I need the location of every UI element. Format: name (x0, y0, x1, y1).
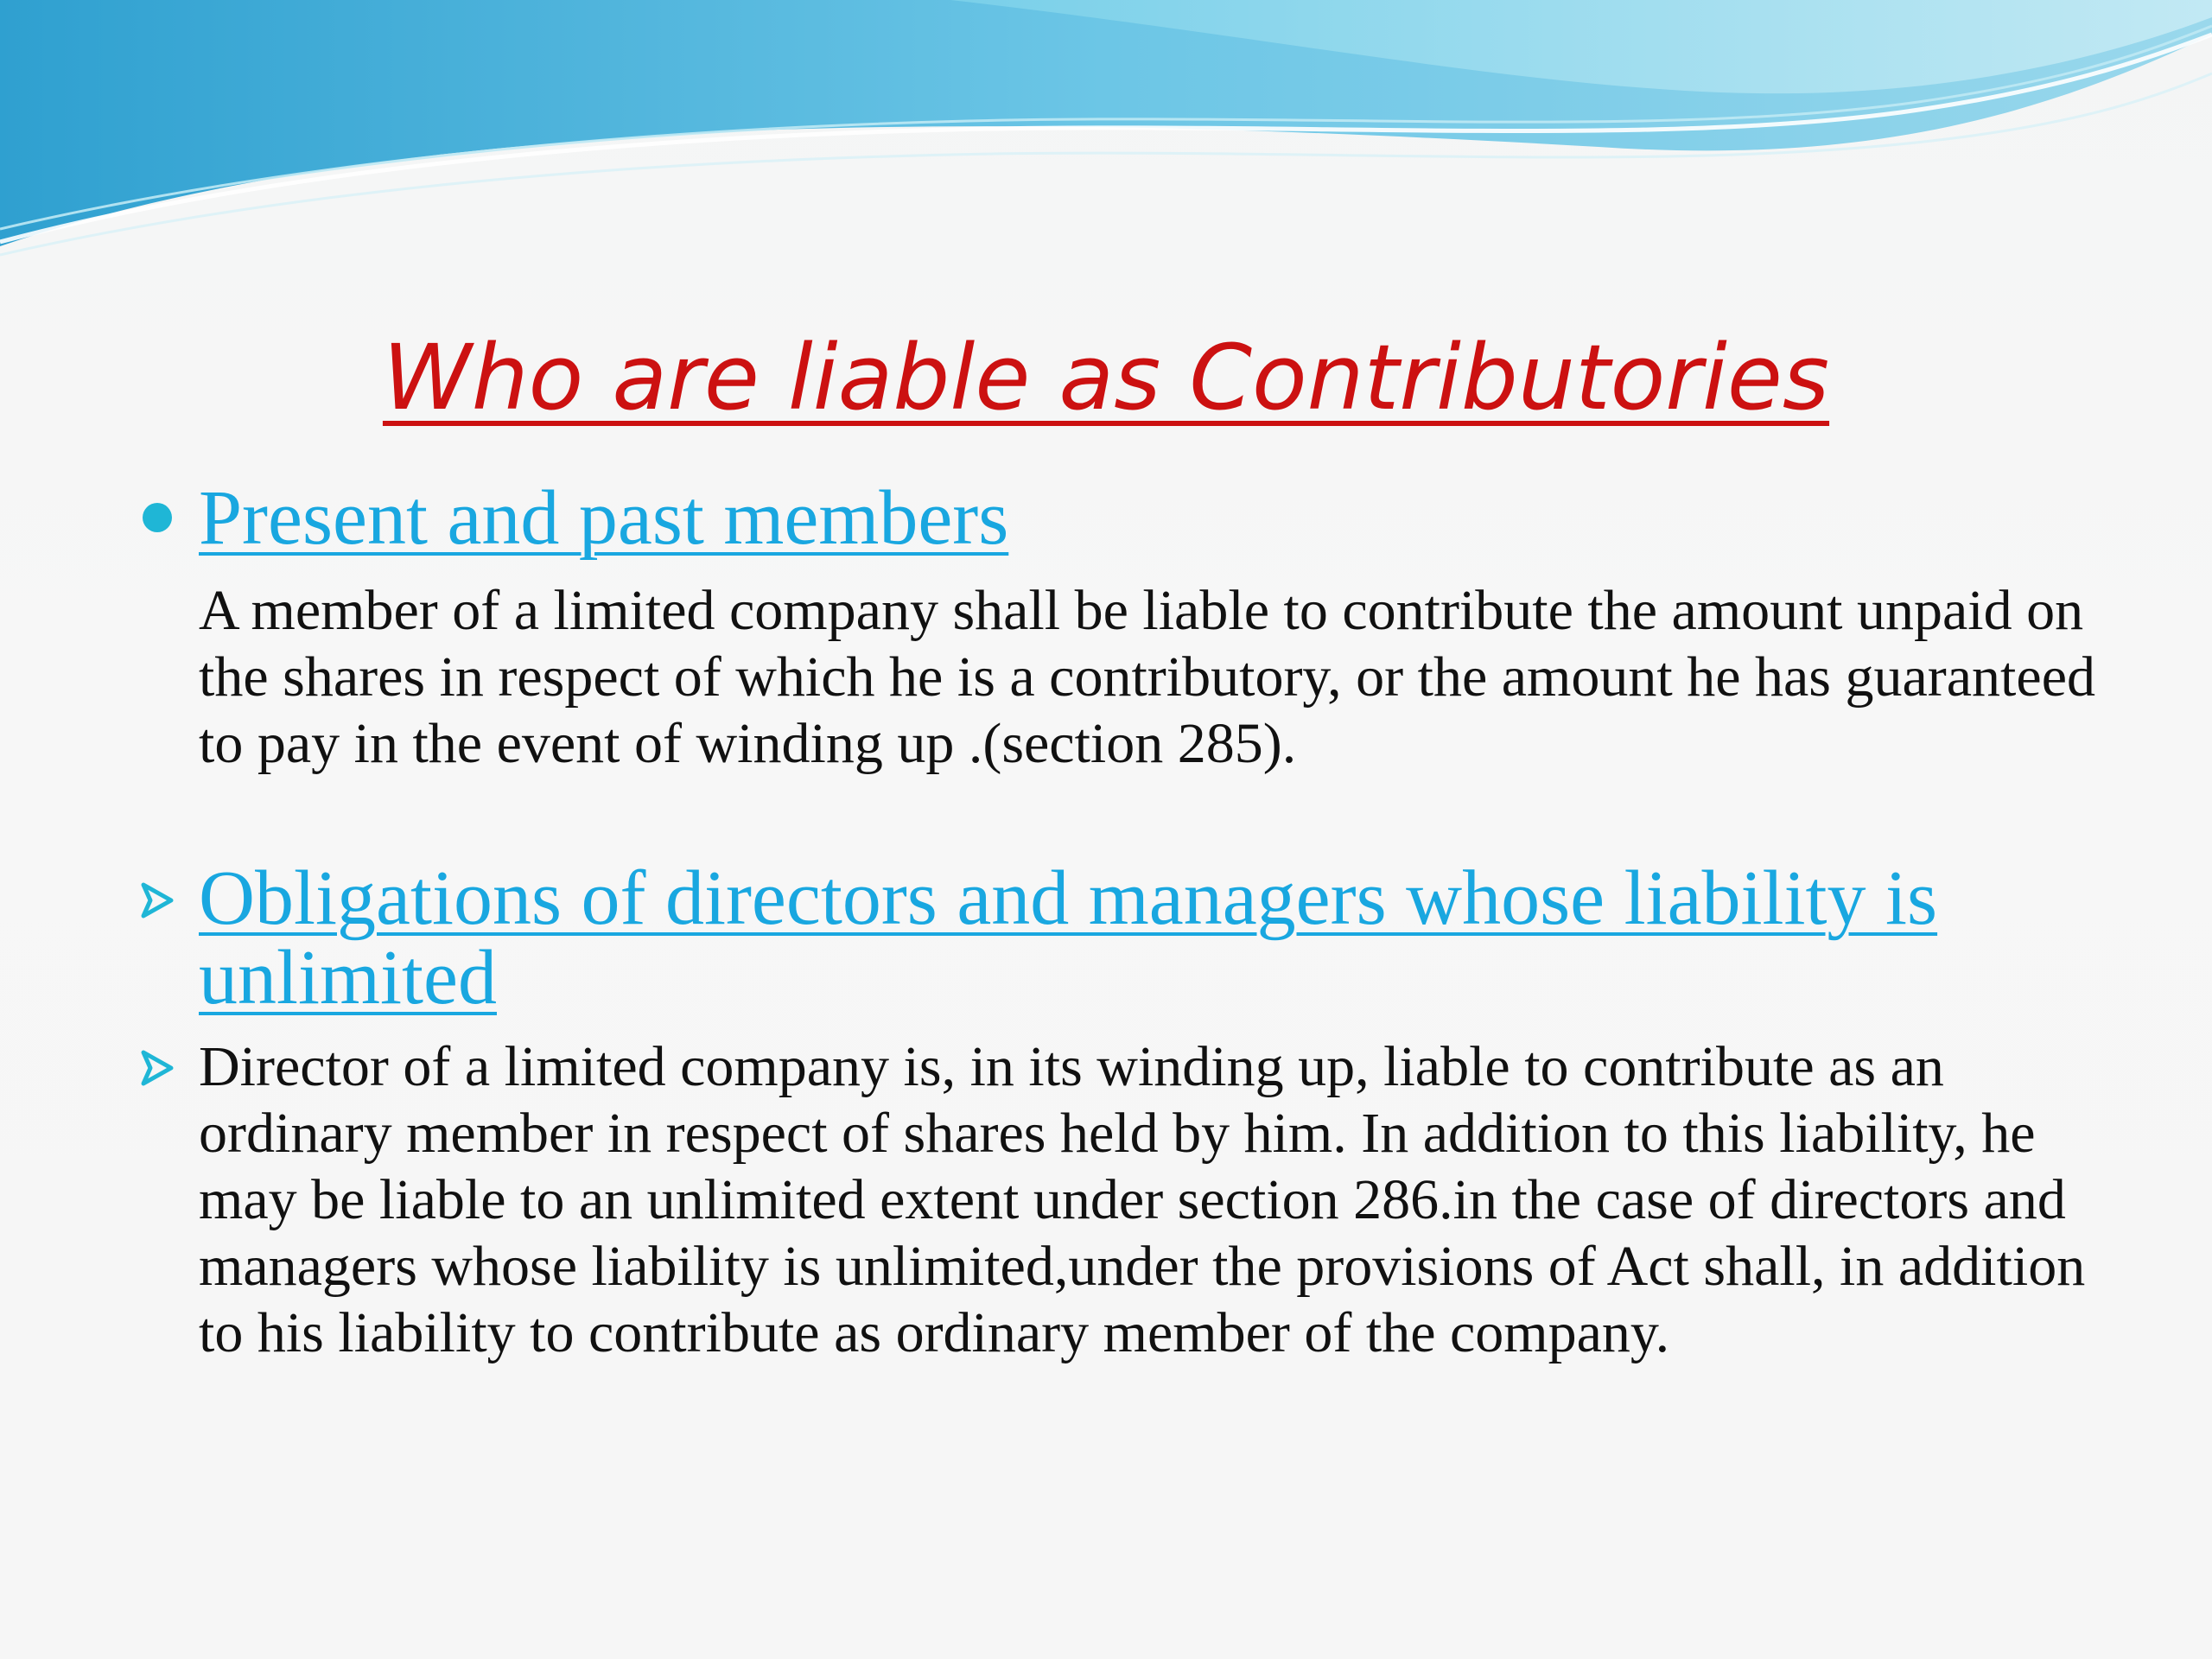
slide-title-text: Who are liable as Contributories (382, 325, 1830, 430)
slide-title (0, 321, 2212, 434)
heading-obligations-directors: Obligations of directors and managers whose liability is unlimited (199, 855, 1938, 1020)
heading-present-past-members: Present and past members (199, 475, 1009, 561)
filled-circle-icon (143, 503, 172, 532)
paragraph-director-liability: Director of a limited company is, in its winding up, liable to contribute as an ordinary member in respect of shares held by him. In addition to this liability, he may be liable to an unlimited extent under section 286.in the case of directors and managers whose liability is unlimited,under the provisions of Act shall, in addition to his liability to contribute as ordinary member of the company. (199, 1035, 2086, 1364)
arrow-bullet-icon (138, 1049, 176, 1087)
arrow-bullet-icon (138, 881, 176, 919)
paragraph-member-liability: A member of a limited company shall be liable to contribute the amount unpaid on the shares in respect of which he is a contributory, or the amount he has guaranteed to pay in the event of winding up .(section 285). (199, 579, 2095, 775)
decorative-wave-header (0, 0, 2212, 276)
